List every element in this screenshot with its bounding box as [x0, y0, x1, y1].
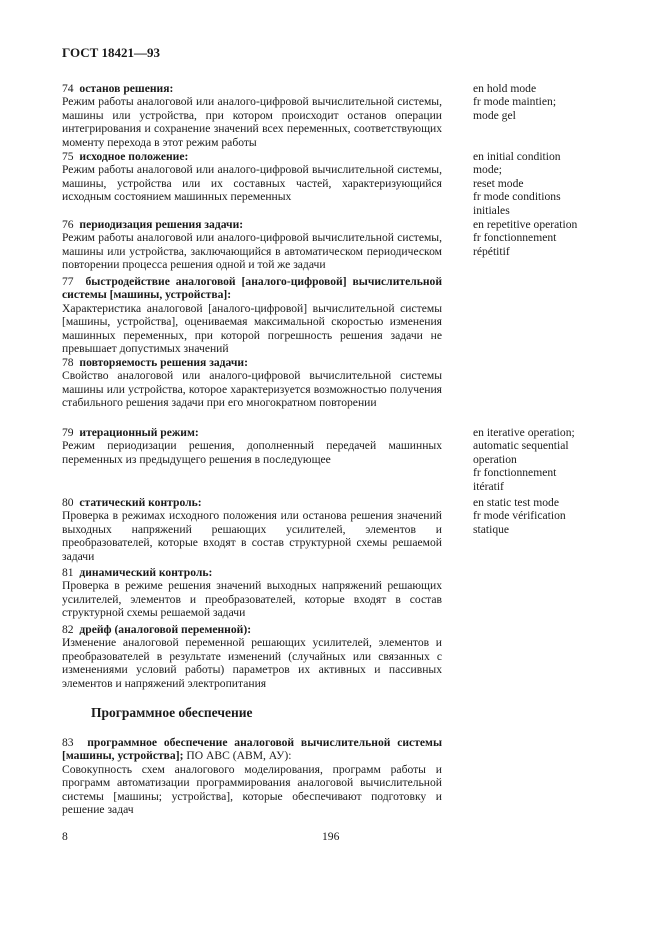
entry-text	[62, 426, 442, 466]
foreign-term: fr mode vérification	[473, 509, 566, 523]
foreign-term: en hold mode	[473, 82, 537, 95]
term-entry-79	[62, 426, 642, 493]
term-entry-76	[62, 218, 642, 272]
foreign-term: mode;	[473, 163, 502, 177]
entry-text	[62, 496, 442, 563]
foreign-equivalents	[473, 496, 643, 536]
entry-abbreviation: ПО АВС (АВМ, АУ):	[183, 749, 292, 763]
foreign-term: initiales	[473, 203, 510, 217]
entry-term: повторяемость решения задачи:	[79, 356, 248, 369]
entry-definition: Режим работы аналоговой или аналого-цифровой вычислительной системы, машины или устройства, заключающийся в автоматическом периодическом повторении процесса решения одной и той же задачи	[62, 231, 442, 272]
term-entry-80	[62, 496, 642, 563]
entry-number: 83	[62, 736, 74, 749]
term-entry-77	[62, 275, 642, 355]
foreign-term: en static test mode	[473, 496, 559, 509]
foreign-term: fr mode conditions	[473, 190, 561, 204]
entry-text	[62, 736, 442, 816]
entry-term: динамический контроль:	[79, 566, 213, 579]
section-title: Программное обеспечение	[91, 705, 253, 720]
entry-number: 80	[62, 496, 74, 509]
entry-definition: Проверка в режиме решения значений выходных напряжений решающих усилителей, элементов и преобразователей, которые входят в состав структурной схемы решаемой задачи	[62, 579, 442, 620]
entry-term: периодизация решения задачи:	[79, 218, 244, 231]
entry-text	[62, 82, 442, 149]
entry-term: исходное положение:	[79, 150, 189, 163]
entry-text	[62, 566, 442, 620]
entry-term: быстродействие аналоговой [аналого-цифровой] вычислительной системы [машины, устройства]:	[62, 275, 443, 302]
foreign-term: en initial condition	[473, 150, 561, 163]
term-entry-82	[62, 623, 642, 690]
entry-definition: Режим работы аналоговой или аналого-цифровой вычислительной системы, машины или устройства, при котором происходит останов операции интегрирования и сохранение значений всех переменных, соответствующих моменту перехода в этот режим работы	[62, 95, 442, 149]
entry-number: 74	[62, 82, 74, 95]
entry-text	[62, 150, 442, 204]
entry-number: 79	[62, 426, 74, 439]
entry-term: дрейф (аналоговой переменной):	[79, 623, 252, 636]
term-entry-74	[62, 82, 642, 149]
entry-definition: Совокупность схем аналогового моделирования, программ работы и программ автоматизации программирования аналоговой вычислительной системы [машины; устройства], которые обеспечивают подготовку и решение задач	[62, 762, 442, 817]
foreign-term: en repetitive operation	[473, 218, 578, 231]
foreign-term: statique	[473, 522, 510, 536]
entry-number: 78	[62, 356, 74, 369]
foreign-term: mode gel	[473, 108, 516, 122]
entry-definition: Режим работы аналоговой или аналого-цифровой вычислительной системы, машины, устройства или их составных частей, характеризующийся исходным состоянием машинных переменных	[62, 163, 442, 204]
foreign-term: en iterative operation;	[473, 426, 575, 439]
entry-definition: Режим периодизации решения, дополненный передачей машинных переменных из предыдущего решения в последующее	[62, 439, 442, 466]
term-entry-81	[62, 566, 642, 620]
foreign-equivalents	[473, 218, 643, 258]
entry-definition: Свойство аналоговой или аналого-цифровой вычислительной системы машины или устройства, которое характеризуется возможностью получения стабильного решения задачи при его многократном повторении	[62, 369, 442, 410]
entry-number: 81	[62, 566, 74, 579]
entry-term: программное обеспечение аналоговой вычислительной системы [машины, устройства];	[62, 736, 442, 763]
page-number-center: 196	[322, 830, 340, 843]
entry-term: останов решения:	[79, 82, 174, 95]
entry-number: 76	[62, 218, 74, 231]
term-entry-75	[62, 150, 642, 217]
foreign-term: reset mode	[473, 176, 524, 190]
term-entry-83	[62, 736, 642, 816]
foreign-term: itératif	[473, 479, 504, 493]
foreign-equivalents	[473, 426, 643, 493]
entry-text	[62, 218, 442, 272]
document-header: ГОСТ 18421—93	[62, 45, 161, 60]
entry-term: статический контроль:	[79, 496, 202, 509]
entry-definition: Характеристика аналоговой [аналого-цифровой] вычислительной системы [машины, устройства], оцениваемая максимальной скоростью изменения машинных переменных, при которой погрешность решения задачи не превышает допустимых значений	[62, 301, 442, 356]
entry-definition: Проверка в режимах исходного положения или останова решения значений выходных напряжений решающих усилителей, элементов и преобразователей, которые входят в состав структурной схемы решаемой задачи	[62, 509, 442, 563]
entry-term: итерационный режим:	[79, 426, 199, 439]
entry-number: 77	[62, 275, 74, 288]
foreign-term: fr mode maintien;	[473, 95, 557, 109]
entry-text	[62, 623, 442, 690]
entry-definition: Изменение аналоговой переменной решающих усилителей, элементов и преобразователей в результате изменений (случайных или связанных с изменениями условий работы) параметров их активных и пассивных элементов и напряжений электропитания	[62, 636, 442, 690]
foreign-term: automatic sequential	[473, 439, 569, 453]
foreign-term: fr fonctionnement	[473, 231, 557, 245]
entry-text	[62, 356, 442, 410]
entry-text	[62, 275, 442, 355]
foreign-equivalents	[473, 82, 643, 122]
entry-number: 75	[62, 150, 74, 163]
foreign-equivalents	[473, 150, 643, 217]
page-number-left: 8	[62, 830, 68, 843]
foreign-term: répétitif	[473, 244, 510, 258]
entry-number: 82	[62, 623, 74, 636]
foreign-term: operation	[473, 452, 517, 466]
foreign-term: fr fonctionnement	[473, 466, 557, 480]
term-entry-78	[62, 356, 642, 410]
